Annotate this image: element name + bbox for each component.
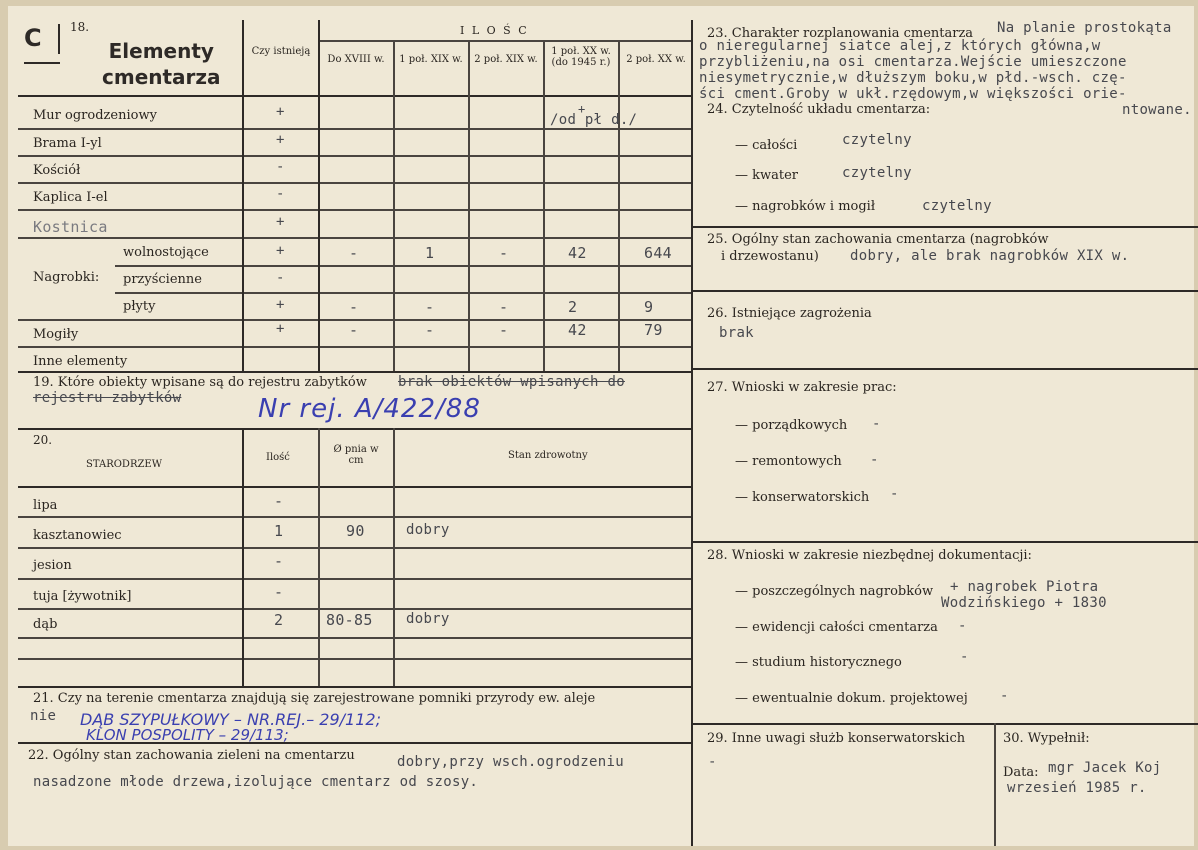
s28-item-value: - <box>958 618 967 634</box>
col-line <box>543 40 545 371</box>
s20-col-diameter: Ø pnia w cm <box>333 444 379 466</box>
col-line <box>468 40 470 371</box>
s25-label-2: i drzewostanu) <box>721 249 819 264</box>
s23-text: ści cment.Groby w ukł.rzędowym,w większości orie- <box>699 86 1127 102</box>
tree-name: jesion <box>33 558 72 573</box>
col-line <box>242 20 244 371</box>
section-line <box>692 290 1198 292</box>
element-exists: + <box>276 104 285 120</box>
element-label: Kaplica I-el <box>33 190 108 205</box>
s19-typed-1: brak obiektów wpisanych do <box>398 374 625 390</box>
s20-col-state: Stan zdrowotny <box>508 450 588 461</box>
s23-label: 23. Charakter rozplanowania cmentarza <box>707 26 974 41</box>
tree-count: 2 <box>274 611 284 629</box>
tree-name: kasztanowiec <box>33 528 122 543</box>
nagrobki-row-value: 1 <box>425 244 435 262</box>
s24-item-value: czytelny <box>842 132 912 148</box>
col-line <box>318 20 320 371</box>
section-line <box>692 541 1198 543</box>
tree-count: - <box>274 552 284 570</box>
s23-text: ntowane. <box>1122 102 1192 118</box>
mogily-exists: + <box>276 321 285 337</box>
row-line <box>115 292 692 294</box>
nagrobki-row-value: - <box>499 244 509 262</box>
mogily-value: - <box>425 321 435 339</box>
s24-item-label: — całości <box>735 138 798 153</box>
col-line <box>242 428 244 686</box>
tree-count: 1 <box>274 522 284 540</box>
element-label: Kościół <box>33 163 81 178</box>
s29-value: - <box>708 754 717 770</box>
title-line: Elementy <box>108 39 214 63</box>
mogily-value: - <box>499 321 509 339</box>
s24-item-label: — nagrobków i mogił <box>735 199 876 214</box>
card-letter: C <box>24 24 60 54</box>
s20-col-count: Ilość <box>266 452 290 463</box>
s28-item-label: — ewentualnie dokum. projektowej <box>735 691 968 706</box>
letter-underline <box>24 62 60 64</box>
col-line <box>393 428 395 686</box>
s23-text: Na planie prostokąta <box>997 20 1172 36</box>
row-line <box>18 637 692 639</box>
nagrobki-label: Nagrobki: <box>33 270 100 285</box>
s21-typed: nie <box>30 708 57 724</box>
s26-value: brak <box>719 325 754 341</box>
s30-name: mgr Jacek Koj <box>1048 760 1162 776</box>
ilosc-line <box>318 40 692 42</box>
nagrobki-row-value: - <box>499 298 509 316</box>
row-line <box>18 658 692 660</box>
s27-item-value: - <box>870 452 879 468</box>
s30-date-label: Data: <box>1003 765 1039 780</box>
s27-item-label: — konserwatorskich <box>735 490 870 505</box>
row-line <box>18 516 692 518</box>
s21-hand-2: KLON POSPOLITY – 29/113; <box>86 726 289 744</box>
row-line <box>18 237 692 239</box>
section-number: 18. <box>70 20 90 34</box>
mur-note-mark: + <box>578 102 586 116</box>
nagrobki-row-value: - <box>349 244 359 262</box>
section-line <box>692 368 1198 370</box>
nagrobki-row-value: 42 <box>568 244 587 262</box>
s19-typed-2: rejestru zabytków <box>33 390 182 406</box>
col-header-exists: Czy istnieją <box>251 46 311 57</box>
mogily-value: - <box>349 321 359 339</box>
s25-value: dobry, ale brak nagrobków XIX w. <box>850 248 1130 264</box>
s27-item-value: - <box>872 416 881 432</box>
nagrobki-row-exists: - <box>276 270 285 286</box>
s24-item-label: — kwater <box>735 168 799 183</box>
row-line <box>18 578 692 580</box>
s28-item-label: — ewidencji całości cmentarza <box>735 620 938 635</box>
s23-text: o nieregularnej siatce alej,z których główna,w <box>699 38 1101 54</box>
section-line <box>18 686 692 688</box>
s20-title: STARODRZEW <box>86 459 162 470</box>
mogily-value: 42 <box>568 321 587 339</box>
s28-item-label: — poszczególnych nagrobków <box>735 584 934 599</box>
s21-hand-1: DĄB SZYPUŁKOWY – NR.REJ.– 29/112; <box>80 710 381 729</box>
period-header: 1 poł. XIX w. <box>399 54 463 65</box>
s19-register-number: Nr rej. A/422/88 <box>258 394 481 424</box>
tree-diameter: 90 <box>346 522 365 540</box>
s23-text: przybliżeniu,na osi cmentarza.Wejście umieszczone <box>699 54 1127 70</box>
s30-date: wrzesień 1985 r. <box>1007 780 1147 796</box>
s24-item-value: czytelny <box>842 165 912 181</box>
title-line: cmentarza <box>102 65 221 89</box>
element-exists: - <box>276 159 285 175</box>
section-line <box>18 371 692 373</box>
tree-state: dobry <box>406 611 450 627</box>
col-line <box>618 40 620 371</box>
nagrobki-row-label: płyty <box>123 299 156 314</box>
tree-name: dąb <box>33 617 58 632</box>
row-line <box>18 155 692 157</box>
period-header: 2 poł. XX w. <box>626 54 686 65</box>
s25-label: 25. Ogólny stan zachowania cmentarza (nagrobków <box>707 232 1049 247</box>
element-label: Kostnica <box>33 218 108 236</box>
row-line <box>18 346 692 348</box>
col-line <box>393 40 395 371</box>
element-exists: + <box>276 132 285 148</box>
row-line <box>115 265 692 267</box>
tree-name: tuja [żywotnik] <box>33 589 132 604</box>
element-exists: + <box>276 214 285 230</box>
s21-label: 21. Czy na terenie cmentarza znajdują się zarejestrowane pomniki przyrody ew. aleje <box>33 691 596 706</box>
s28-label: 28. Wnioski w zakresie niezbędnej dokumentacji: <box>707 548 1032 563</box>
col-line <box>318 428 320 686</box>
s28-item-value: - <box>960 649 969 665</box>
tree-diameter: 80-85 <box>326 611 373 629</box>
nagrobki-row-label: przyścienne <box>123 272 202 287</box>
s19-label: 19. Które obiekty wpisane są do rejestru zabytków <box>33 375 367 390</box>
s22-label: 22. Ogólny stan zachowania zieleni na cmentarzu <box>28 748 355 763</box>
section-line <box>692 723 1198 725</box>
element-exists: - <box>276 186 285 202</box>
element-label: Brama I-yl <box>33 136 102 151</box>
mogily-label: Mogiły <box>33 327 79 342</box>
tree-count: - <box>274 492 284 510</box>
col-header-ilosc: I L O Ś C <box>460 24 529 37</box>
row-line <box>18 209 692 211</box>
nagrobki-row-exists: + <box>276 243 285 259</box>
s23-text: niesymetrycznie,w dłuższym boku,w płd.-wsch. czę- <box>699 70 1127 86</box>
row-line <box>18 608 692 610</box>
col-line <box>994 723 996 846</box>
period-header: 2 poł. XIX w. <box>474 54 538 65</box>
header-bottom-line <box>18 95 692 97</box>
s28-item-value: + nagrobek Piotra <box>950 579 1099 595</box>
section-line <box>692 226 1198 228</box>
inne-label: Inne elementy <box>33 354 128 369</box>
s27-item-label: — remontowych <box>735 454 842 469</box>
nagrobki-row-value: 2 <box>568 298 578 316</box>
section-line <box>18 486 692 488</box>
s28-item-value-2: Wodzińskiego + 1830 <box>941 595 1107 611</box>
nagrobki-row-value: 644 <box>644 244 672 262</box>
s28-item-label: — studium historycznego <box>735 655 902 670</box>
s24-item-value: czytelny <box>922 198 992 214</box>
s30-label: 30. Wypełnił: <box>1003 731 1090 746</box>
nagrobki-row-label: wolnostojące <box>123 245 209 260</box>
section-line <box>18 428 692 430</box>
s24-label: 24. Czytelność układu cmentarza: <box>707 102 931 117</box>
tree-state: dobry <box>406 522 450 538</box>
row-line <box>18 128 692 130</box>
mur-note: /od pł d./ <box>550 112 638 128</box>
tree-count: - <box>274 583 284 601</box>
s29-label: 29. Inne uwagi służb konserwatorskich <box>707 731 966 746</box>
nagrobki-row-value: 9 <box>644 298 654 316</box>
element-label: Mur ogrodzeniowy <box>33 108 157 123</box>
tree-name: lipa <box>33 498 58 513</box>
s27-item-value: - <box>890 486 899 502</box>
s27-item-label: — porządkowych <box>735 418 848 433</box>
mogily-value: 79 <box>644 321 663 339</box>
nagrobki-row-value: - <box>425 298 435 316</box>
nagrobki-row-exists: + <box>276 297 285 313</box>
period-header: Do XVIII w. <box>327 54 385 65</box>
s20-number: 20. <box>33 433 53 447</box>
s26-label: 26. Istniejące zagrożenia <box>707 306 872 321</box>
row-line <box>18 182 692 184</box>
nagrobki-row-value: - <box>349 298 359 316</box>
period-header: 1 poł. XX w. (do 1945 r.) <box>551 46 611 68</box>
s22-typed-2: nasadzone młode drzewa,izolujące cmentarz od szosy. <box>33 774 479 790</box>
s22-typed-1: dobry,przy wsch.ogrodzeniu <box>397 754 624 770</box>
s28-item-value: - <box>1000 688 1009 704</box>
s27-label: 27. Wnioski w zakresie prac: <box>707 380 897 395</box>
section-title <box>102 38 221 90</box>
row-line <box>18 547 692 549</box>
